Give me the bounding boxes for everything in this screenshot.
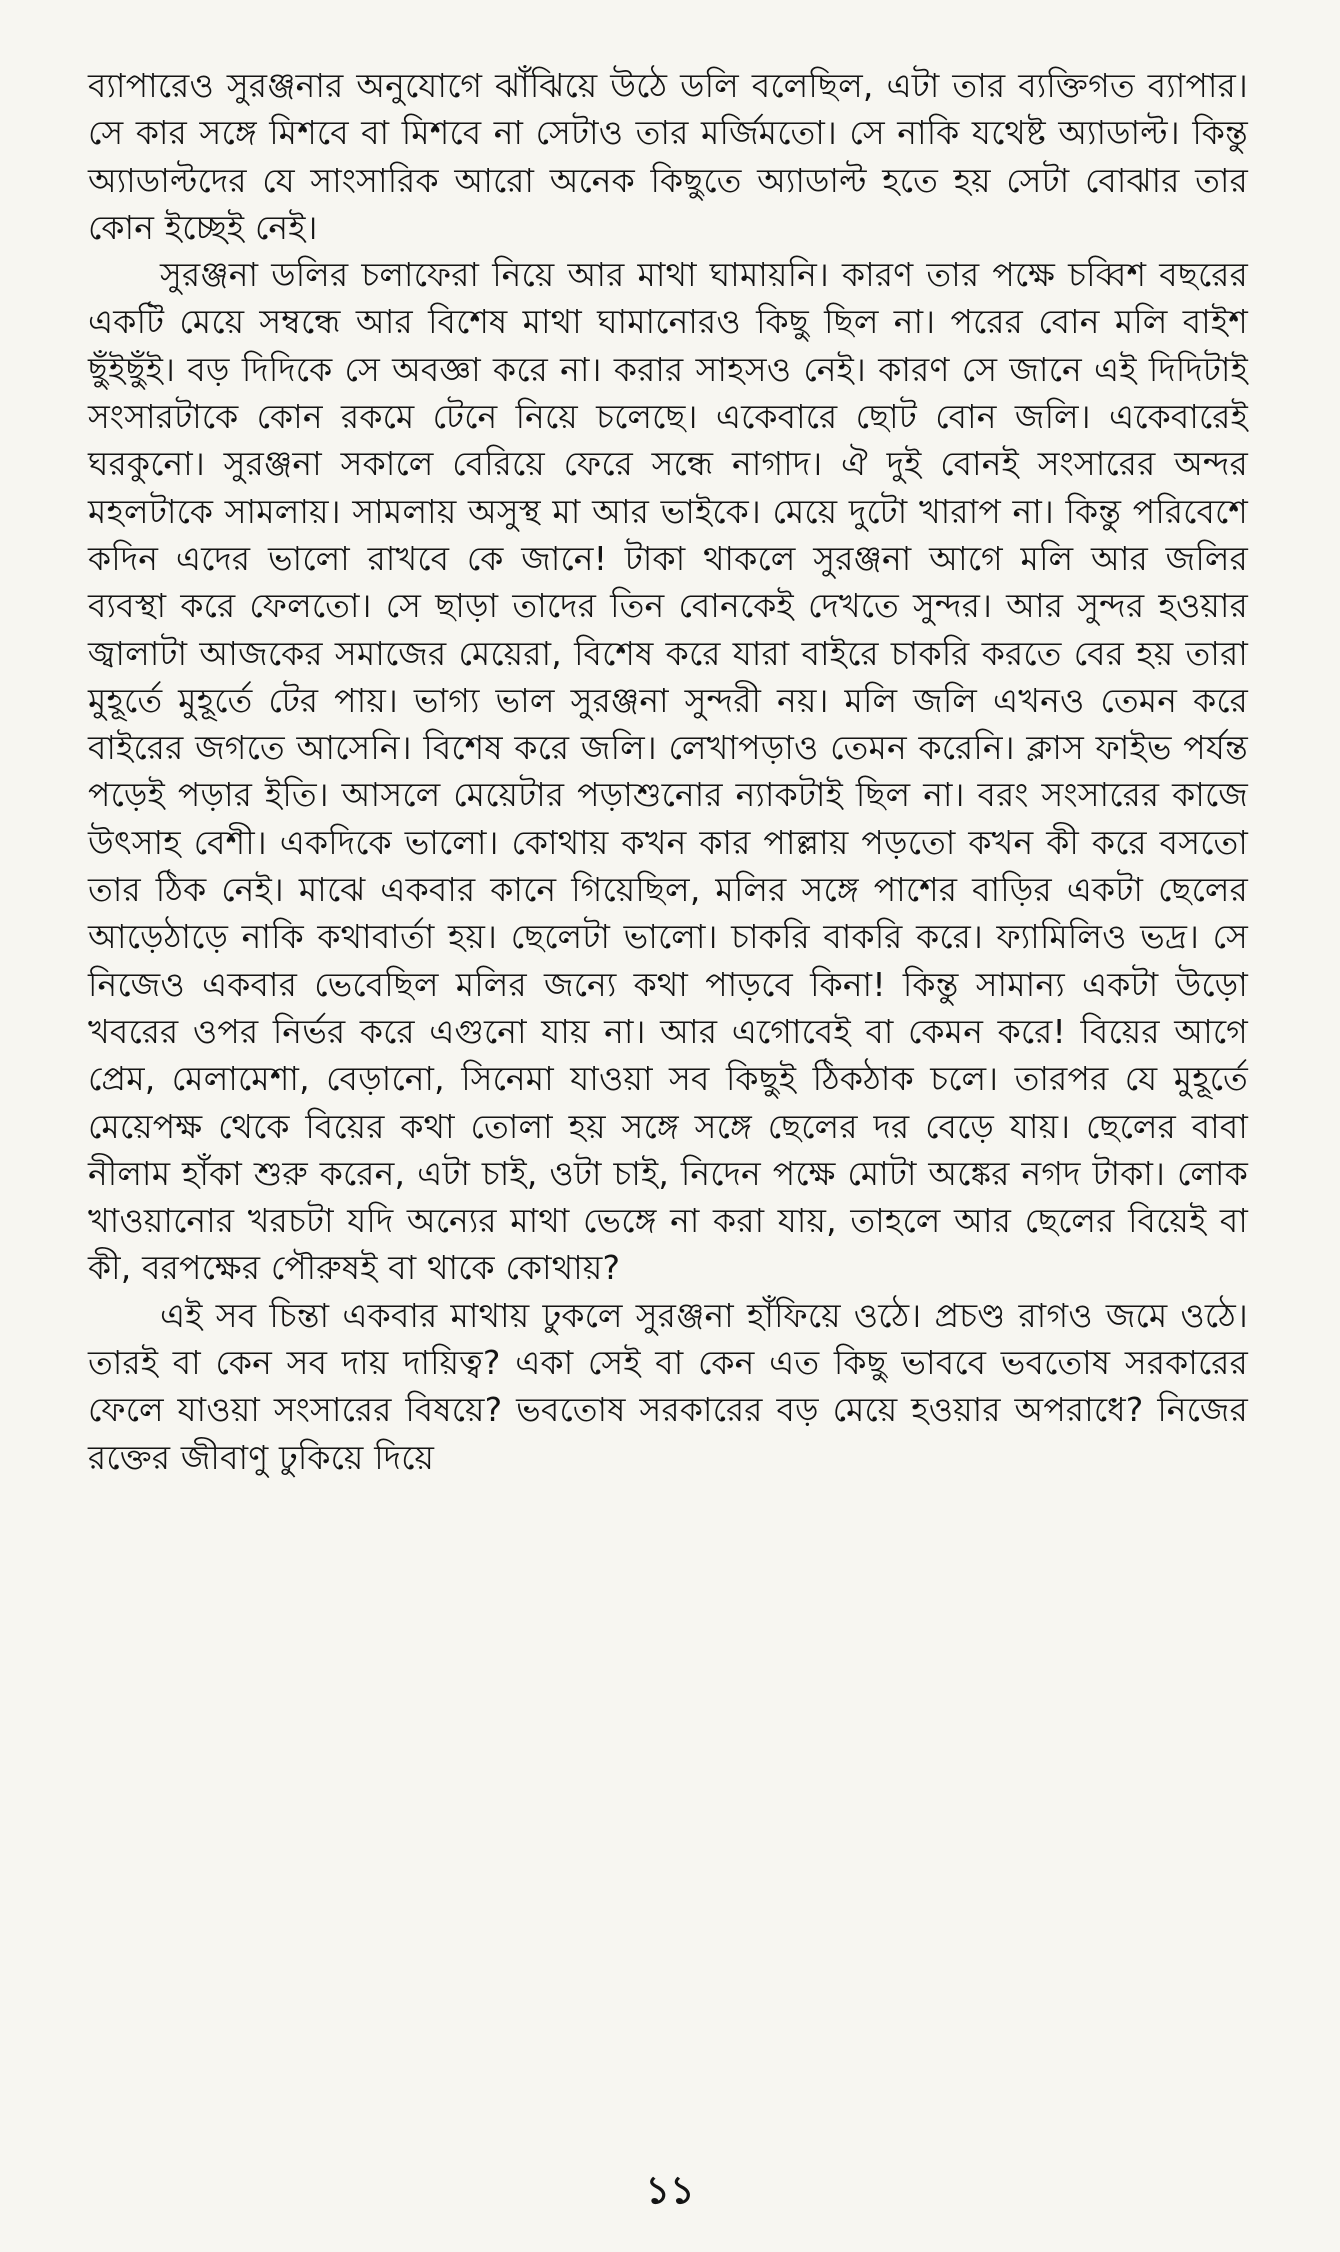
paragraph-1: ব্যাপারেও সুরঞ্জনার অনুযোগে ঝাঁঝিয়ে উঠে ডলি বলেছিল, এটা তার ব্যক্তিগত ব্যাপার। সে কার সঙ্গে মিশবে বা মিশবে না সেটাও তার মর্জিমতো। সে নাকি যথেষ্ট অ্যাডাল্ট। কিন্তু অ্যাডাল্টদের যে সাংসারিক আরো অনেক কিছুতে অ্যাডাল্ট হতে হয় সেটা বোঝার তার কোন ইচ্ছেই নেই। <box>88 66 1248 247</box>
paragraph-3: এই সব চিন্তা একবার মাথায় ঢুকলে সুরঞ্জনা হাঁফিয়ে ওঠে। প্রচণ্ড রাগও জমে ওঠে। তারই বা কেন সব দায় দায়িত্ব? একা সেই বা কেন এত কিছু ভাববে ভবতোষ সরকারের ফেলে যাওয়া সংসারের বিষয়ে? ভবতোষ সরকারের বড় মেয়ে হওয়ার অপরাধে? নিজের রক্তের জীবাণু ঢুকিয়ে দিয়ে <box>88 1295 1248 1477</box>
page-number: ১১ <box>645 2168 695 2212</box>
body-text <box>88 62 1248 1481</box>
paragraph-2: সুরঞ্জনা ডলির চলাফেরা নিয়ে আর মাথা ঘামায়নি। কারণ তার পক্ষে চব্বিশ বছরের একটি মেয়ে সম্বন্ধে আর বিশেষ মাথা ঘামানোরও কিছু ছিল না। পরের বোন মলি বাইশ ছুঁইছুঁই। বড় দিদিকে সে অবজ্ঞা করে না। করার সাহসও নেই। কারণ সে জানে এই দিদিটাই সংসারটাকে কোন রকমে টেনে নিয়ে চলেছে। একেবারে ছোট বোন জলি। একেবারেই ঘরকুনো। সুরঞ্জনা সকালে বেরিয়ে ফেরে সন্ধে নাগাদ। ঐ দুই বোনই সংসারের অন্দর মহলটাকে সামলায়। সামলায় অসুস্থ মা আর ভাইকে। মেয়ে দুটো খারাপ না। কিন্তু পরিবেশে কদিন এদের ভালো রাখবে কে জানে! টাকা থাকলে সুরঞ্জনা আগে মলি আর জলির ব্যবস্থা করে ফেলতো। সে ছাড়া তাদের তিন বোনকেই দেখতে সুন্দর। আর সুন্দর হওয়ার জ্বালাটা আজকের সমাজের মেয়েরা, বিশেষ করে যারা বাইরে চাকরি করতে বের হয় তারা মুহূর্তে মুহূর্তে টের পায়। ভাগ্য ভাল সুরঞ্জনা সুন্দরী নয়। মলি জলি এখনও তেমন করে বাইরের জগতে আসেনি। বিশেষ করে জলি। লেখাপড়াও তেমন করেনি। ক্লাস ফাইভ পর্যন্ত পড়েই পড়ার ইতি। আসলে মেয়েটার পড়াশুনোর ন্যাকটাই ছিল না। বরং সংসারের কাজে উৎসাহ বেশী। একদিকে ভালো। কোথায় কখন কার পাল্লায় পড়তো কখন কী করে বসতো তার ঠিক নেই। মাঝে একবার কানে গিয়েছিল, মলির সঙ্গে পাশের বাড়ির একটা ছেলের আড়েঠাড়ে নাকি কথাবার্তা হয়। ছেলেটা ভালো। চাকরি বাকরি করে। ফ্যামিলিও ভদ্র। সে নিজেও একবার ভেবেছিল মলির জন্যে কথা পাড়বে কিনা! কিন্তু সামান্য একটা উড়ো খবরের ওপর নির্ভর করে এগুনো যায় না। আর এগোবেই বা কেমন করে! বিয়ের আগে প্রেম, মেলামেশা, বেড়ানো, সিনেমা যাওয়া সব কিছুই ঠিকঠাক চলে। তারপর যে মুহূর্তে মেয়েপক্ষ থেকে বিয়ের কথা তোলা হয় সঙ্গে সঙ্গে ছেলের দর বেড়ে যায়। ছেলের বাবা নীলাম হাঁকা শুরু করেন, এটা চাই, ওটা চাই, নিদেন পক্ষে মোটা অঙ্কের নগদ টাকা। লোক খাওয়ানোর খরচটা যদি অন্যের মাথা ভেঙ্গে না করা যায়, তাহলে আর ছেলের বিয়েই বা কী, বরপক্ষের পৌরুষই বা থাকে কোথায়? <box>88 255 1249 1288</box>
